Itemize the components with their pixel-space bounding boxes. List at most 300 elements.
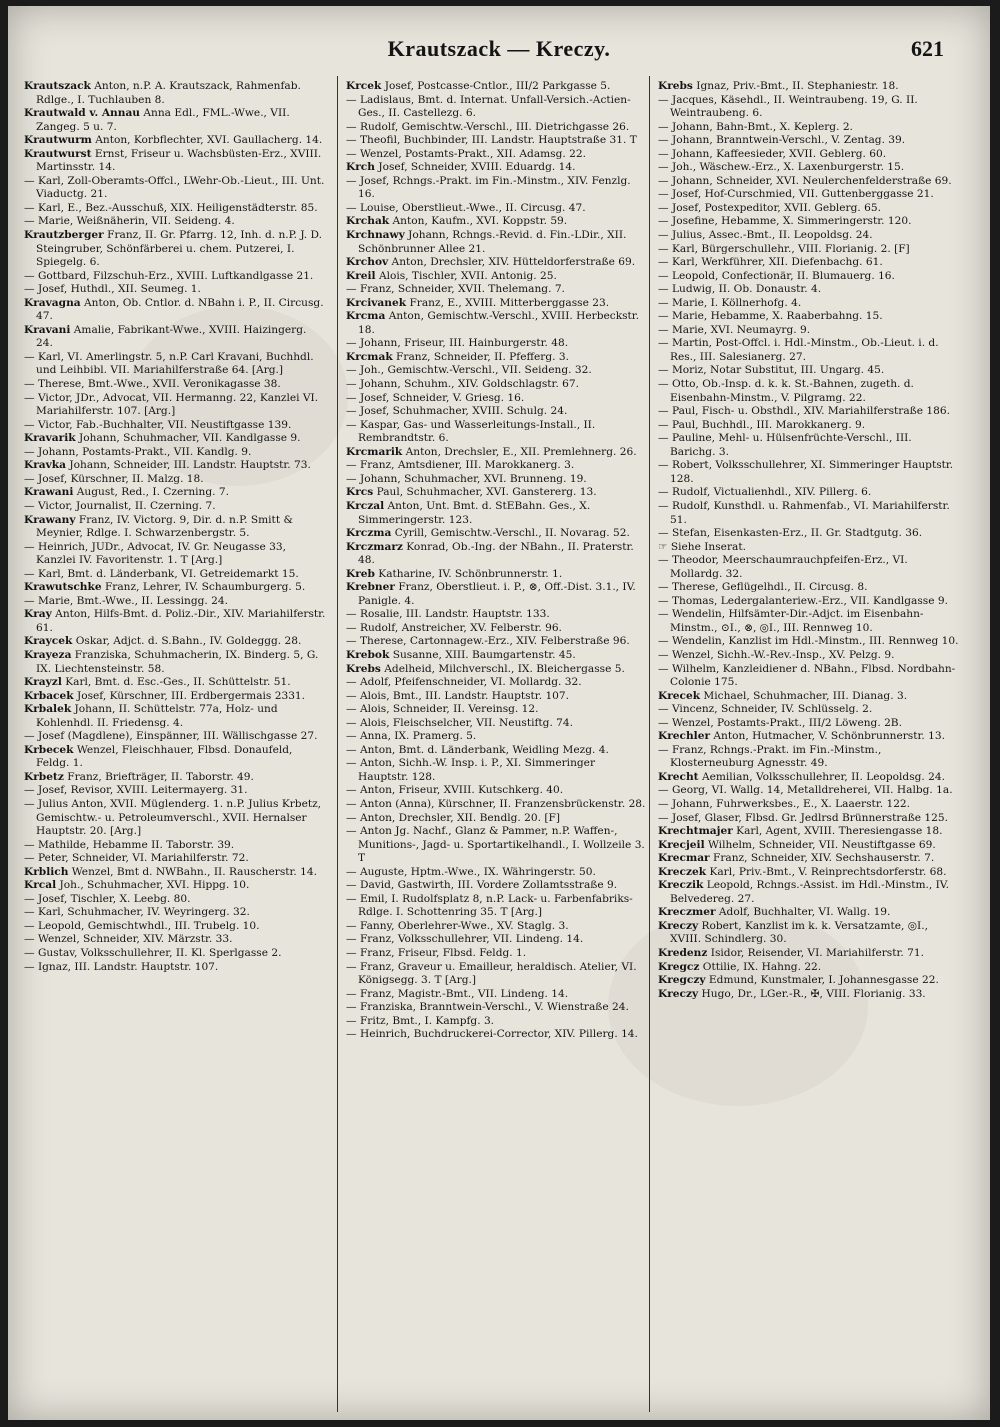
- entry-details: — Anton, Sichh.-W. Insp. i. P., XI. Simmeringer Hauptstr. 128.: [346, 757, 596, 783]
- directory-entry: [24, 866, 326, 880]
- entry-details: — Karl, Schuhmacher, IV. Weyringerg. 32.: [24, 906, 250, 919]
- entry-details: — Adolf, Pfeifenschneider, VI. Mollardg. 32.: [346, 676, 582, 689]
- directory-entry: [346, 920, 648, 934]
- directory-entry: [658, 378, 960, 405]
- entry-details: Susanne, XIII. Baumgartenstr. 45.: [389, 648, 576, 661]
- entry-details: — Wendelin, Hilfsämter-Dir.-Adjct. im Eisenbahn-Minstm., ⊙I., ⊗, ◎I., III. Rennweg 10.: [658, 608, 924, 634]
- entry-details: Anton, Ob. Cntlor. d. NBahn i. P., II. Circusg. 47.: [36, 296, 324, 323]
- entry-surname: Krcal: [24, 879, 57, 892]
- entry-details: — Karl, VI. Amerlingstr. 5, n.P. Carl Kravani, Buchhdl. und Leihbibl. VII. Mariahilferstraße 64. [Arg.]: [24, 350, 314, 377]
- entry-surname: Kredenz: [658, 947, 708, 959]
- directory-entry: [24, 432, 326, 446]
- directory-entry: [346, 161, 648, 175]
- directory-entry: [24, 798, 326, 839]
- page-number: 621: [911, 36, 944, 61]
- entry-surname: Kravka: [24, 459, 67, 472]
- entry-details: Johann, II. Schüttelstr. 77a, Holz- und Kohlenhdl. II. Friedensg. 4.: [36, 703, 278, 729]
- entry-surname: Krczmarz: [346, 540, 403, 553]
- directory-entry: [346, 744, 648, 758]
- directory-entry: [346, 757, 648, 784]
- directory-entry: [24, 351, 326, 378]
- entry-details: Johann, Schuhmacher, VII. Kandlgasse 9.: [75, 432, 301, 445]
- directory-entry: [24, 879, 326, 893]
- entry-surname: Krautwurm: [24, 134, 92, 147]
- directory-entry: [24, 595, 326, 609]
- entry-details: Anton, Unt. Bmt. d. StEBahn. Ges., X. Simmeringerstr. 123.: [358, 499, 591, 526]
- entry-details: — Johann, Schuhmacher, XVI. Brunneng. 19.: [346, 472, 587, 485]
- directory-entry: [24, 446, 326, 460]
- entry-details: — Victor, Journalist, II. Czerning. 7.: [24, 499, 216, 512]
- entry-details: Josef, Kürschner, III. Erdbergermais 2331.: [73, 689, 306, 702]
- directory-entry: [658, 283, 960, 297]
- entry-surname: Krecek: [658, 689, 701, 702]
- directory-entry: [658, 243, 960, 257]
- directory-entry: [658, 920, 960, 947]
- entry-details: — Johann, Schneider, XVI. Neulerchenfelderstraße 69.: [658, 174, 952, 187]
- directory-entry: [346, 690, 648, 704]
- directory-entry: [24, 947, 326, 961]
- entry-surname: Krbetz: [24, 770, 64, 783]
- entry-details: — Martin, Post-Offcl. i. Hdl.-Minstm., Ob.-Lieut. i. d. Res., III. Salesianerg. 27.: [658, 337, 939, 363]
- directory-entry: [346, 581, 648, 608]
- entry-surname: Krecht: [658, 770, 699, 783]
- entry-details: — Paul, Buchhdl., III. Marokkanerg. 9.: [658, 418, 866, 431]
- entry-details: — David, Gastwirth, III. Vordere Zollamtsstraße 9.: [346, 879, 618, 892]
- directory-entry: [346, 310, 648, 337]
- directory-entry: [24, 175, 326, 202]
- entry-details: Franz, Oberstlieut. i. P., ⊗, Off.-Dist. 3.1., IV. Panigle. 4.: [358, 581, 636, 607]
- directory-entry: [24, 500, 326, 514]
- directory-entry: [658, 405, 960, 419]
- entry-details: — Franz, Volksschullehrer, VII. Lindeng. 14.: [346, 933, 584, 946]
- entry-details: — Karl, Werkführer, XII. Diefenbachg. 61.: [658, 256, 883, 269]
- directory-entry: [658, 134, 960, 148]
- entry-surname: Krcmarik: [346, 445, 403, 458]
- entry-details: Wenzel, Fleischhauer, Flbsd. Donaufeld, Feldg. 1.: [36, 743, 293, 770]
- entry-details: Oskar, Adjct. d. S.Bahn., IV. Goldeggg. 28.: [72, 635, 302, 648]
- entry-details: Wenzel, Bmt d. NWBahn., II. Rauscherstr. 14.: [68, 865, 318, 878]
- entry-surname: Kraycek: [24, 635, 73, 648]
- directory-entry: [346, 148, 648, 162]
- entry-surname: Krcma: [346, 310, 386, 323]
- directory-entry: [24, 744, 326, 771]
- directory-entry: [658, 256, 960, 270]
- column-divider: [649, 76, 650, 1412]
- directory-entry: [24, 473, 326, 487]
- directory-entry: [346, 663, 648, 677]
- entry-surname: Kravarik: [24, 432, 76, 445]
- entry-details: — Franz, Magistr.-Bmt., VII. Lindeng. 14.: [346, 987, 569, 1000]
- entry-details: — Johann, Fuhrwerksbes., E., X. Laaerstr. 122.: [658, 797, 911, 810]
- entry-surname: Krebs: [658, 80, 693, 92]
- entry-surname: Krczal: [346, 499, 385, 512]
- directory-entry: [658, 500, 960, 527]
- entry-surname: Krautszack: [24, 80, 91, 92]
- directory-entry: [24, 649, 326, 676]
- directory-entry: [658, 527, 960, 541]
- entry-details: — Victor, JDr., Advocat, VII. Hermanng. 22, Kanzlei VI. Mariahilferstr. 107. [Arg.]: [24, 391, 319, 418]
- entry-details: — Karl, E., Bez.-Ausschuß, XIX. Heiligenstädterstr. 85.: [24, 201, 318, 214]
- entry-details: — Auguste, Hptm.-Wwe., IX. Währingerstr. 50.: [346, 865, 596, 878]
- directory-entry: [346, 283, 648, 297]
- entry-surname: Krayzl: [24, 676, 62, 689]
- entry-surname: Krawany: [24, 513, 76, 526]
- directory-entry: [346, 527, 648, 541]
- directory-entry: [346, 270, 648, 284]
- directory-entry: [24, 459, 326, 473]
- entry-details: — Franz, Amtsdiener, III. Marokkanerg. 3.: [346, 459, 575, 472]
- entry-details: — Franz, Friseur, Flbsd. Feldg. 1.: [346, 947, 527, 959]
- entry-details: Franziska, Schuhmacherin, IX. Binderg. 5, G. IX. Liechtensteinstr. 58.: [36, 648, 319, 675]
- entry-details: — Therese, Geflügelhdl., II. Circusg. 8.: [658, 581, 868, 594]
- directory-entry: [346, 351, 648, 365]
- directory-entry: [658, 839, 960, 853]
- entry-details: — Heinrich, JUDr., Advocat, IV. Gr. Neugasse 33, Kanzlei IV. Favoritenstr. 1. T [Arg.]: [24, 540, 286, 567]
- directory-entry: [346, 730, 648, 744]
- directory-entry: [658, 581, 960, 595]
- entry-details: — Johann, Bahn-Bmt., X. Keplerg. 2.: [658, 120, 853, 133]
- entry-surname: Krcs: [346, 486, 374, 499]
- directory-entry: [658, 215, 960, 229]
- entry-details: Franz, IV. Victorg. 9, Dir. d. n.P. Smitt & Meynier, Rdlge. I. Schwarzenbergstr. 5.: [36, 513, 293, 540]
- entry-details: — Joh., Wäschew.-Erz., X. Laxenburgerstr. 15.: [658, 161, 905, 174]
- directory-entry: [24, 608, 326, 635]
- entry-details: Ernst, Friseur u. Wachsbüsten-Erz., XVIII. Martinsstr. 14.: [36, 147, 322, 174]
- directory-entry: [346, 541, 648, 568]
- entry-surname: Krchnawy: [346, 229, 405, 242]
- directory-page: [8, 6, 990, 1420]
- entry-surname: Krechtmajer: [658, 825, 733, 838]
- entry-details: — Pauline, Mehl- u. Hülsenfrüchte-Verschl., III. Barichg. 3.: [658, 432, 912, 458]
- directory-entry: [346, 866, 648, 880]
- entry-surname: Krebner: [346, 581, 395, 594]
- entry-details: — Wendelin, Kanzlist im Hdl.-Minstm., III. Rennweg 10.: [658, 635, 959, 648]
- entry-details: — Anton Jg. Nachf., Glanz & Pammer, n.P. Waffen-, Munitions-, Jagd- u. Sportartikelhandl., I. Wollzeile 3. T: [346, 825, 645, 865]
- directory-entry: [24, 961, 326, 975]
- directory-entry: [346, 134, 648, 148]
- entry-details: — Rosalie, III. Landstr. Hauptstr. 133.: [346, 608, 550, 621]
- entry-details: — Johann, Postamts-Prakt., VII. Kandlg. 9.: [24, 445, 252, 458]
- entry-details: — Joh., Gemischtw.-Verschl., VII. Seideng. 32.: [346, 364, 592, 377]
- entry-details: Robert, Kanzlist im k. k. Versatzamte, ◎I., XVIII. Schindlerg. 30.: [670, 919, 928, 946]
- directory-entry: [24, 514, 326, 541]
- directory-entry: [24, 581, 326, 595]
- entry-surname: Kravani: [24, 323, 71, 336]
- directory-entry: [658, 717, 960, 731]
- entry-details: Paul, Schuhmacher, XVI. Ganstererg. 13.: [373, 486, 597, 499]
- entry-surname: Krayeza: [24, 648, 72, 661]
- directory-entry: [24, 324, 326, 351]
- entry-surname: Krczma: [346, 527, 392, 540]
- entry-details: — Ignaz, III. Landstr. Hauptstr. 107.: [24, 960, 219, 973]
- directory-entry: [346, 1001, 648, 1015]
- entry-details: — Josef, Tischler, X. Leebg. 80.: [24, 892, 191, 905]
- entry-details: Anton, n.P. A. Krautszack, Rahmenfab. Rdlge., I. Tuchlauben 8.: [36, 80, 301, 106]
- directory-entry: [346, 1028, 648, 1042]
- directory-entry: [24, 297, 326, 324]
- directory-entry: [346, 419, 648, 446]
- entry-surname: Krblich: [24, 865, 69, 878]
- directory-entry: [346, 94, 648, 121]
- entry-details: Franz, E., XVIII. Mitterberggasse 23.: [406, 296, 610, 309]
- entry-details: Anton, Drechsler, XIV. Hütteldorferstraße 69.: [388, 256, 636, 269]
- entry-details: — Gustav, Volksschullehrer, II. Kl. Sperlgasse 2.: [24, 947, 282, 959]
- directory-entry: [24, 676, 326, 690]
- directory-entry: [658, 324, 960, 338]
- directory-entry: [346, 988, 648, 1002]
- directory-entry: [24, 419, 326, 433]
- entry-details: — Therese, Cartonnagew.-Erz., XIV. Felberstraße 96.: [346, 635, 630, 648]
- directory-entry: [346, 229, 648, 256]
- directory-entry: [658, 988, 960, 1002]
- entry-surname: Kregczy: [658, 974, 706, 987]
- directory-entry: [24, 690, 326, 704]
- entry-details: — Johann, Friseur, III. Hainburgerstr. 48.: [346, 337, 569, 350]
- directory-entry: [346, 622, 648, 636]
- directory-entry: [346, 459, 648, 473]
- entry-surname: Krcek: [346, 80, 382, 92]
- entry-details: Joh., Schuhmacher, XVI. Hippg. 10.: [56, 879, 250, 892]
- directory-entry: [658, 961, 960, 975]
- entry-details: — Leopold, Confectionär, II. Blumauerg. 16.: [658, 269, 895, 282]
- entry-surname: Kreczy: [658, 987, 699, 1000]
- entry-details: Wilhelm, Schneider, VII. Neustiftgasse 69.: [704, 838, 936, 851]
- directory-entry: [658, 852, 960, 866]
- entry-details: — Anna, IX. Pramerg. 5.: [346, 730, 477, 743]
- entry-details: — Leopold, Gemischtwhdl., III. Trubelg. 10.: [24, 919, 260, 932]
- entry-details: — Karl, Zoll-Oberamts-Offcl., LWehr-Ob.-Lieut., III. Unt. Viaductg. 21.: [24, 174, 325, 201]
- entry-details: — Josef, Schuhmacher, XVIII. Schulg. 24.: [346, 405, 568, 418]
- directory-entry: [658, 906, 960, 920]
- entry-details: — Wenzel, Schneider, XIV. Märzstr. 33.: [24, 933, 233, 946]
- entry-details: — Thomas, Ledergalanteriew.-Erz., VII. Kandlgasse 9.: [658, 594, 948, 607]
- entry-details: — Franz, Schneider, XVII. Thelemang. 7.: [346, 283, 565, 296]
- directory-entry: [346, 446, 648, 460]
- directory-entry: [346, 933, 648, 947]
- directory-entry: [24, 635, 326, 649]
- entry-details: Karl, Agent, XVIII. Theresiengasse 18.: [732, 825, 943, 838]
- entry-details: — Marie, Bmt.-Wwe., II. Lessingg. 24.: [24, 594, 229, 607]
- directory-entry: [658, 121, 960, 135]
- entry-details: Franz, II. Gr. Pfarrg. 12, Inh. d. n.P. J. D. Steingruber, Schönfärberei u. chem. Putzerei, I. Spiegelg. 6.: [36, 229, 323, 269]
- entry-details: — Otto, Ob.-Insp. d. k. k. St.-Bahnen, zugeth. d. Eisenbahn-Minstm., V. Pilgramg. 22.: [658, 378, 914, 404]
- entry-details: — Marie, I. Köllnerhofg. 4.: [658, 296, 802, 309]
- directory-entry: [346, 812, 648, 826]
- entry-surname: Krecmar: [658, 852, 710, 865]
- entry-details: — Anton, Bmt. d. Länderbank, Weidling Mezg. 4.: [346, 743, 609, 756]
- directory-entry: [658, 229, 960, 243]
- entry-details: Cyrill, Gemischtw.-Verschl., II. Novarag. 52.: [391, 527, 630, 540]
- directory-entry: [658, 310, 960, 324]
- entry-surname: Kreczy: [658, 919, 699, 932]
- directory-entry: [346, 202, 648, 216]
- directory-entry: [24, 906, 326, 920]
- entry-details: — Wilhelm, Kanzleidiener d. NBahn., Flbsd. Nordbahn-Colonie 175.: [658, 662, 956, 689]
- directory-entry: [658, 364, 960, 378]
- entry-details: — Victor, Fab.-Buchhalter, VII. Neustiftgasse 139.: [24, 418, 292, 431]
- directory-entry: [24, 270, 326, 284]
- column-left: [24, 80, 326, 1410]
- directory-entry: [346, 80, 648, 94]
- entry-details: — Anton, Friseur, XVIII. Kutschkerg. 40.: [346, 784, 564, 797]
- entry-surname: Krbecek: [24, 743, 74, 756]
- entry-details: — Marie, XVI. Neumayrg. 9.: [658, 323, 811, 336]
- entry-surname: Kreczmer: [658, 906, 716, 919]
- directory-entry: [24, 202, 326, 216]
- directory-entry: [24, 920, 326, 934]
- entry-details: — Theodor, Meerschaumrauchpfeifen-Erz., VI. Mollardg. 32.: [658, 554, 908, 580]
- directory-entry: [346, 703, 648, 717]
- entry-details: Adelheid, Milchverschl., IX. Bleichergasse 5.: [380, 662, 625, 675]
- directory-entry: [346, 825, 648, 866]
- directory-entry: [658, 608, 960, 635]
- entry-details: Isidor, Reisender, VI. Mariahilferstr. 71.: [707, 947, 924, 959]
- directory-entry: [346, 608, 648, 622]
- entry-surname: Kreczek: [658, 865, 707, 878]
- entry-surname: Krbacek: [24, 689, 74, 702]
- entry-details: — Franziska, Branntwein-Verschl., V. Wienstraße 24.: [346, 1001, 629, 1014]
- directory-entry: [658, 663, 960, 690]
- entry-surname: Kregcz: [658, 960, 700, 973]
- entry-details: — Ladislaus, Bmt. d. Internat. Unfall-Versich.-Actien-Ges., II. Castellezg. 6.: [346, 93, 631, 120]
- directory-entry: [658, 337, 960, 364]
- entry-details: — Josef, Postexpeditor, XVII. Geblerg. 65.: [658, 201, 881, 214]
- entry-details: Edmund, Kunstmaler, I. Johannesgasse 22.: [705, 974, 939, 987]
- directory-entry: [658, 554, 960, 581]
- entry-details: — Mathilde, Hebamme II. Taborstr. 39.: [24, 838, 235, 851]
- directory-entry: [658, 595, 960, 609]
- entry-details: — Rudolf, Anstreicher, XV. Felberstr. 96.: [346, 621, 562, 634]
- entry-details: — Fanny, Oberlehrer-Wwe., XV. Staglg. 3.: [346, 919, 569, 932]
- entry-surname: Krcivanek: [346, 296, 407, 309]
- directory-entry: [24, 80, 326, 107]
- entry-details: — Peter, Schneider, VI. Mariahilferstr. 72.: [24, 852, 249, 865]
- entry-details: — Julius Anton, XVII. Müglenderg. 1. n.P. Julius Krbetz, Gemischtw.- u. Petroleumverschl., XVII. Hernalser Hauptstr. 20. [Arg.]: [24, 797, 322, 838]
- directory-entry: [346, 486, 648, 500]
- entry-surname: Kreil: [346, 269, 376, 282]
- directory-entry: [658, 866, 960, 880]
- entry-details: — Franz, Graveur u. Emailleur, heraldisch. Atelier, VI. Königsegg. 3. T [Arg.]: [346, 960, 637, 987]
- directory-entry: [658, 486, 960, 500]
- entry-details: Franz, Schneider, II. Pfefferg. 3.: [392, 350, 569, 363]
- entry-surname: Kravagna: [24, 296, 81, 309]
- entry-details: Anton, Korbflechter, XVI. Gaullacherg. 14.: [91, 134, 323, 147]
- entry-details: — Jacques, Käsehdl., II. Weintraubeng. 19, G. II. Weintraubeng. 6.: [658, 93, 918, 120]
- directory-entry: [658, 188, 960, 202]
- directory-entry: [658, 649, 960, 663]
- entry-details: Leopold, Rchngs.-Assist. im Hdl.-Minstm., IV. Belvedereg. 27.: [670, 879, 949, 905]
- entry-surname: Krchak: [346, 215, 390, 228]
- directory-entry: [346, 635, 648, 649]
- entry-details: Katharine, IV. Schönbrunnerstr. 1.: [374, 567, 563, 580]
- entry-details: Josef, Postcasse-Cntlor., III/2 Parkgasse 5.: [381, 80, 611, 92]
- entry-details: Anna Edl., FML.-Wwe., VII. Zangeg. 5 u. 7.: [36, 107, 290, 133]
- directory-entry: [346, 893, 648, 920]
- directory-entry: [24, 852, 326, 866]
- directory-entry: [346, 568, 648, 582]
- entry-surname: Krebok: [346, 648, 390, 661]
- column-middle: [346, 80, 648, 1410]
- directory-entry: [658, 825, 960, 839]
- directory-entry: [24, 541, 326, 568]
- directory-entry: [658, 432, 960, 459]
- directory-entry: [346, 297, 648, 311]
- entry-details: — Therese, Bmt.-Wwe., XVII. Veronikagasse 38.: [24, 378, 281, 391]
- entry-details: Franz, Schneider, XIV. Sechshauserstr. 7.: [709, 852, 935, 865]
- directory-entry: [658, 161, 960, 175]
- entry-details: Anton, Drechsler, E., XII. Premlehnerg. 26.: [402, 445, 637, 458]
- directory-entry: [658, 690, 960, 704]
- directory-entry: [658, 812, 960, 826]
- entry-details: — Theofil, Buchbinder, III. Landstr. Hauptstraße 31. T: [346, 134, 637, 147]
- entry-details: — Wenzel, Sichh.-W.-Rev.-Insp., XV. Pelzg. 9.: [658, 648, 895, 661]
- entry-details: — Alois, Bmt., III. Landstr. Hauptstr. 107.: [346, 689, 570, 702]
- directory-entry: [346, 215, 648, 229]
- entry-details: Ignaz, Priv.-Bmt., II. Stephaniestr. 18.: [692, 80, 899, 92]
- entry-details: — Josef, Schneider, V. Griesg. 16.: [346, 391, 525, 404]
- entry-details: — Josef (Magdlene), Einspänner, III. Wällischgasse 27.: [24, 730, 318, 743]
- entry-details: Josef, Schneider, XVIII. Eduardg. 14.: [374, 161, 576, 174]
- directory-entry: [24, 771, 326, 785]
- directory-entry: [346, 947, 648, 961]
- directory-entry: [658, 419, 960, 433]
- entry-details: — Marie, Weißnäherin, VII. Seideng. 4.: [24, 215, 235, 228]
- directory-entry: [24, 839, 326, 853]
- entry-details: August, Red., I. Czerning. 7.: [73, 486, 229, 499]
- entry-details: — Alois, Schneider, II. Vereinsg. 12.: [346, 703, 539, 716]
- directory-entry: [658, 947, 960, 961]
- entry-surname: Krbalek: [24, 703, 72, 716]
- directory-entry: [658, 297, 960, 311]
- directory-entry: [24, 229, 326, 270]
- directory-entry: [658, 744, 960, 771]
- directory-entry: [346, 961, 648, 988]
- entry-details: Anton, Gemischtw.-Verschl., XVIII. Herbeckstr. 18.: [358, 310, 640, 336]
- entry-details: — Josef, Huthdl., XII. Seumeg. 1.: [24, 283, 201, 296]
- entry-details: — Johann, Branntwein-Verschl., V. Zentag. 39.: [658, 134, 906, 147]
- entry-details: — Georg, VI. Wallg. 14, Metalldreherei, VII. Halbg. 1a.: [658, 784, 953, 797]
- directory-entry: [658, 974, 960, 988]
- directory-entry: [346, 392, 648, 406]
- entry-details: Karl, Priv.-Bmt., V. Reinprechtsdorferstr. 68.: [706, 865, 947, 878]
- entry-details: — Robert, Volksschullehrer, XI. Simmeringer Hauptstr. 128.: [658, 459, 954, 485]
- entry-surname: Krautwald v. Annau: [24, 107, 141, 120]
- directory-entry: [658, 202, 960, 216]
- entry-details: — Alois, Fleischselcher, VII. Neustiftg. 74.: [346, 716, 574, 729]
- entry-details: — Wenzel, Postamts-Prakt., III/2 Löweng. 2B.: [658, 716, 902, 729]
- entry-details: — Rudolf, Kunsthdl. u. Rahmenfab., VI. Mariahilferstr. 51.: [658, 499, 950, 526]
- directory-entry: [346, 378, 648, 392]
- directory-entry: [658, 459, 960, 486]
- directory-entry: [346, 473, 648, 487]
- entry-details: — Vincenz, Schneider, IV. Schlüsselg. 2.: [658, 703, 873, 716]
- entry-surname: Krechler: [658, 730, 711, 743]
- directory-entry: [346, 175, 648, 202]
- entry-surname: Krchov: [346, 256, 389, 269]
- entry-details: — Johann, Schuhm., XIV. Goldschlagstr. 67.: [346, 378, 580, 391]
- entry-surname: Krawani: [24, 486, 74, 499]
- entry-surname: Krawutschke: [24, 581, 102, 594]
- directory-entry: [658, 730, 960, 744]
- directory-entry: [24, 215, 326, 229]
- directory-entry: [346, 337, 648, 351]
- directory-entry: [24, 134, 326, 148]
- entry-details: — Heinrich, Buchdruckerei-Corrector, XIV. Pillerg. 14.: [346, 1028, 638, 1041]
- entry-details: — Karl, Bürgerschullehr., VIII. Florianig. 2. [F]: [658, 242, 910, 255]
- entry-details: Ottilie, IX. Hahng. 22.: [699, 960, 822, 973]
- entry-details: Anton, Hutmacher, V. Schönbrunnerstr. 13.: [710, 730, 945, 743]
- directory-entry: [658, 703, 960, 717]
